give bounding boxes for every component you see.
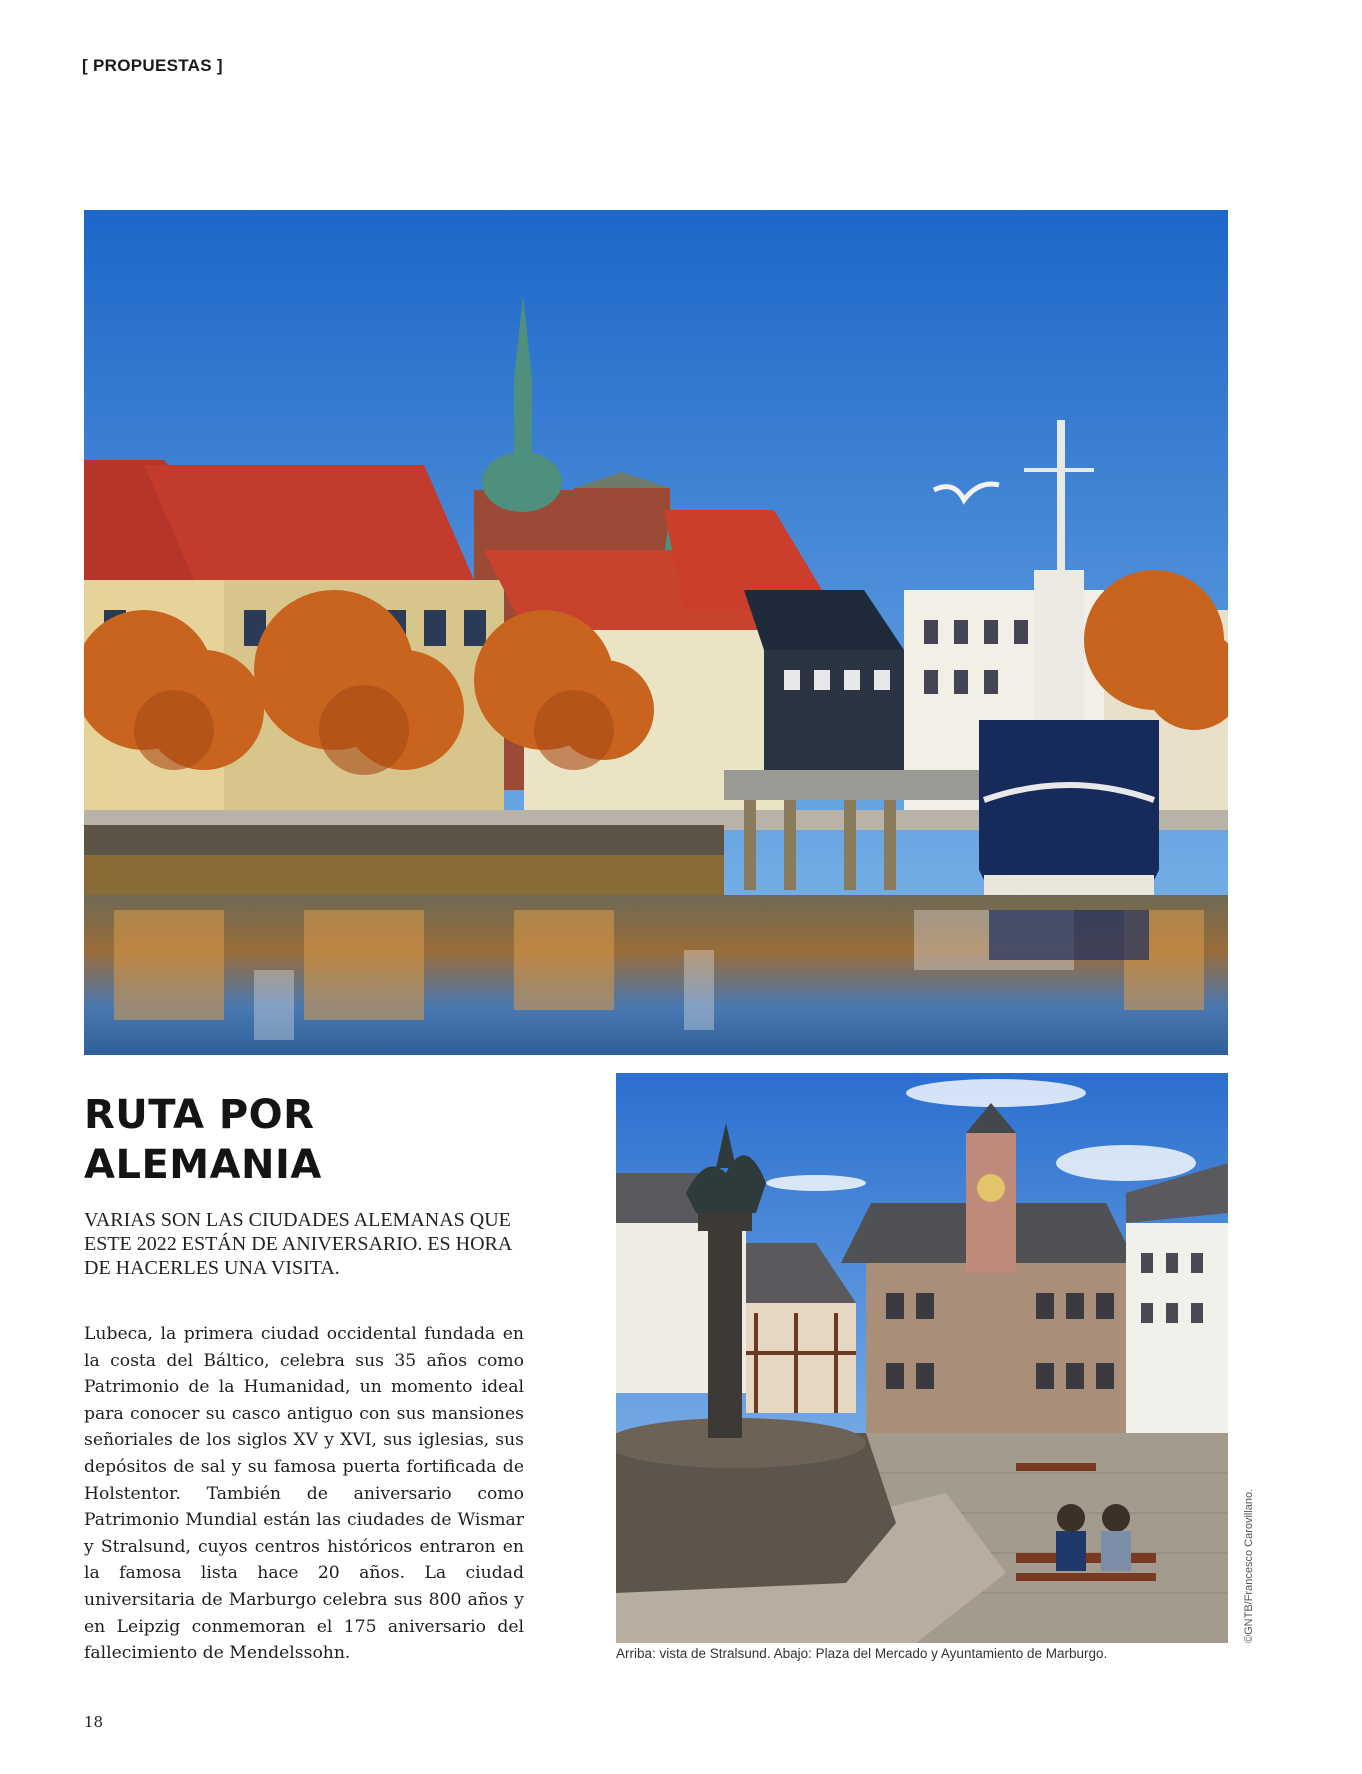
article-title-line1: RUTA POR [84,1092,315,1138]
stralsund-photo [84,210,1228,1055]
photo-credit: ©GNTB/Francesco Carovillano. [1243,1488,1255,1643]
marburg-illustration [616,1073,1228,1643]
article-title [84,1090,322,1190]
stralsund-illustration [84,210,1228,1055]
article-body: Lubeca, la primera ciudad occidental fundada en la costa del Báltico, celebra sus 35 años como Patrimonio de la Humanidad, un momento ideal para conocer su casco antiguo con sus mansiones señoriales de los siglos XV y XVI, sus iglesias, sus depósitos de sal y su famosa puerta fortificada de Holstentor. También de aniversario como Patrimonio Mundial están las ciudades de Wismar y Stralsund, cuyos centros históricos entraron en la famosa lista hace 20 años. La ciudad universitaria de Marburgo celebra sus 800 años y en Leipzig conmemoran el 175 aniversario del fallecimiento de Mendelssohn. [84,1324,524,1664]
page-number: 18 [84,1713,104,1731]
photo-caption: Arriba: vista de Stralsund. Abajo: Plaza del Mercado y Ayuntamiento de Marburgo. [616,1646,1108,1661]
marburg-photo [616,1073,1228,1643]
article-lead: VARIAS SON LAS CIUDADES ALEMANAS QUE ESTE 2022 ESTÁN DE ANIVERSARIO. ES HORA DE HACERLES UNA VISITA. [84,1209,512,1279]
article-title-line2: ALEMANIA [84,1142,322,1188]
section-tag: [ PROPUESTAS ] [82,56,223,75]
